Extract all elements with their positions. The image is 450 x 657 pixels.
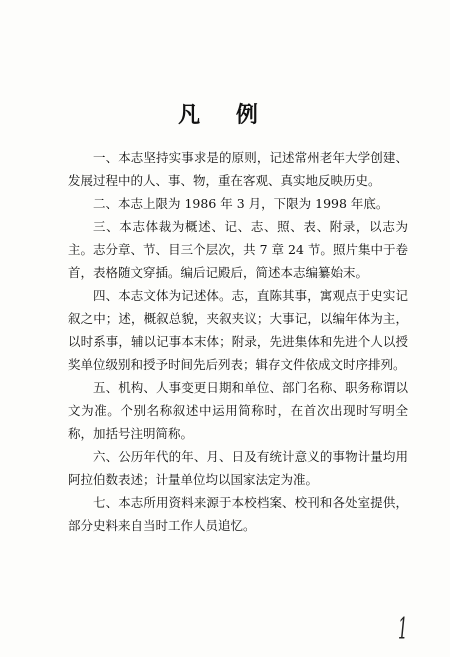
body-text	[68, 146, 408, 537]
paragraph-1: 一、本志坚持实事求是的原则，记述常州老年大学创建、发展过程中的人、事、物，重在客观、真实地反映历史。	[68, 150, 408, 188]
page-number: 1	[398, 612, 408, 647]
paragraph-5: 五、机构、人事变更日期和单位、部门名称、职务称谓以文为准。个别名称叙述中运用简称时，在首次出现时写明全称，加括号注明简称。	[68, 380, 408, 441]
paragraph-2: 二、本志上限为 1986 年 3 月，下限为 1998 年底。	[93, 196, 389, 211]
paragraph-7: 七、本志所用资料来源于本校档案、校刊和各处室提供，部分史料来自当时工作人员追忆。	[68, 495, 408, 533]
paragraph-4: 四、本志文体为记述体。志，直陈其事，寓观点于史实记叙之中；述，概叙总貌，夹叙夹议；大事记，以编年体为主，以时系事，辅以记事本末体；附录，先进集体和先进个人以授奖单位级别和授予时间先后列表；辑存文件依成文时序排列。	[68, 288, 408, 372]
paragraph-3: 三、本志体裁为概述、记、志、照、表、附录，以志为主。志分章、节、目三个层次，共 7 章 24 节。照片集中于卷首，表格随文穿插。编后记殿后，简述本志编纂始末。	[68, 219, 408, 280]
paragraph-6: 六、公历年代的年、月、日及有统计意义的事物计量均用阿拉伯数表述；计量单位均以国家法定为准。	[68, 449, 408, 487]
page-title: 凡 例	[178, 103, 272, 128]
